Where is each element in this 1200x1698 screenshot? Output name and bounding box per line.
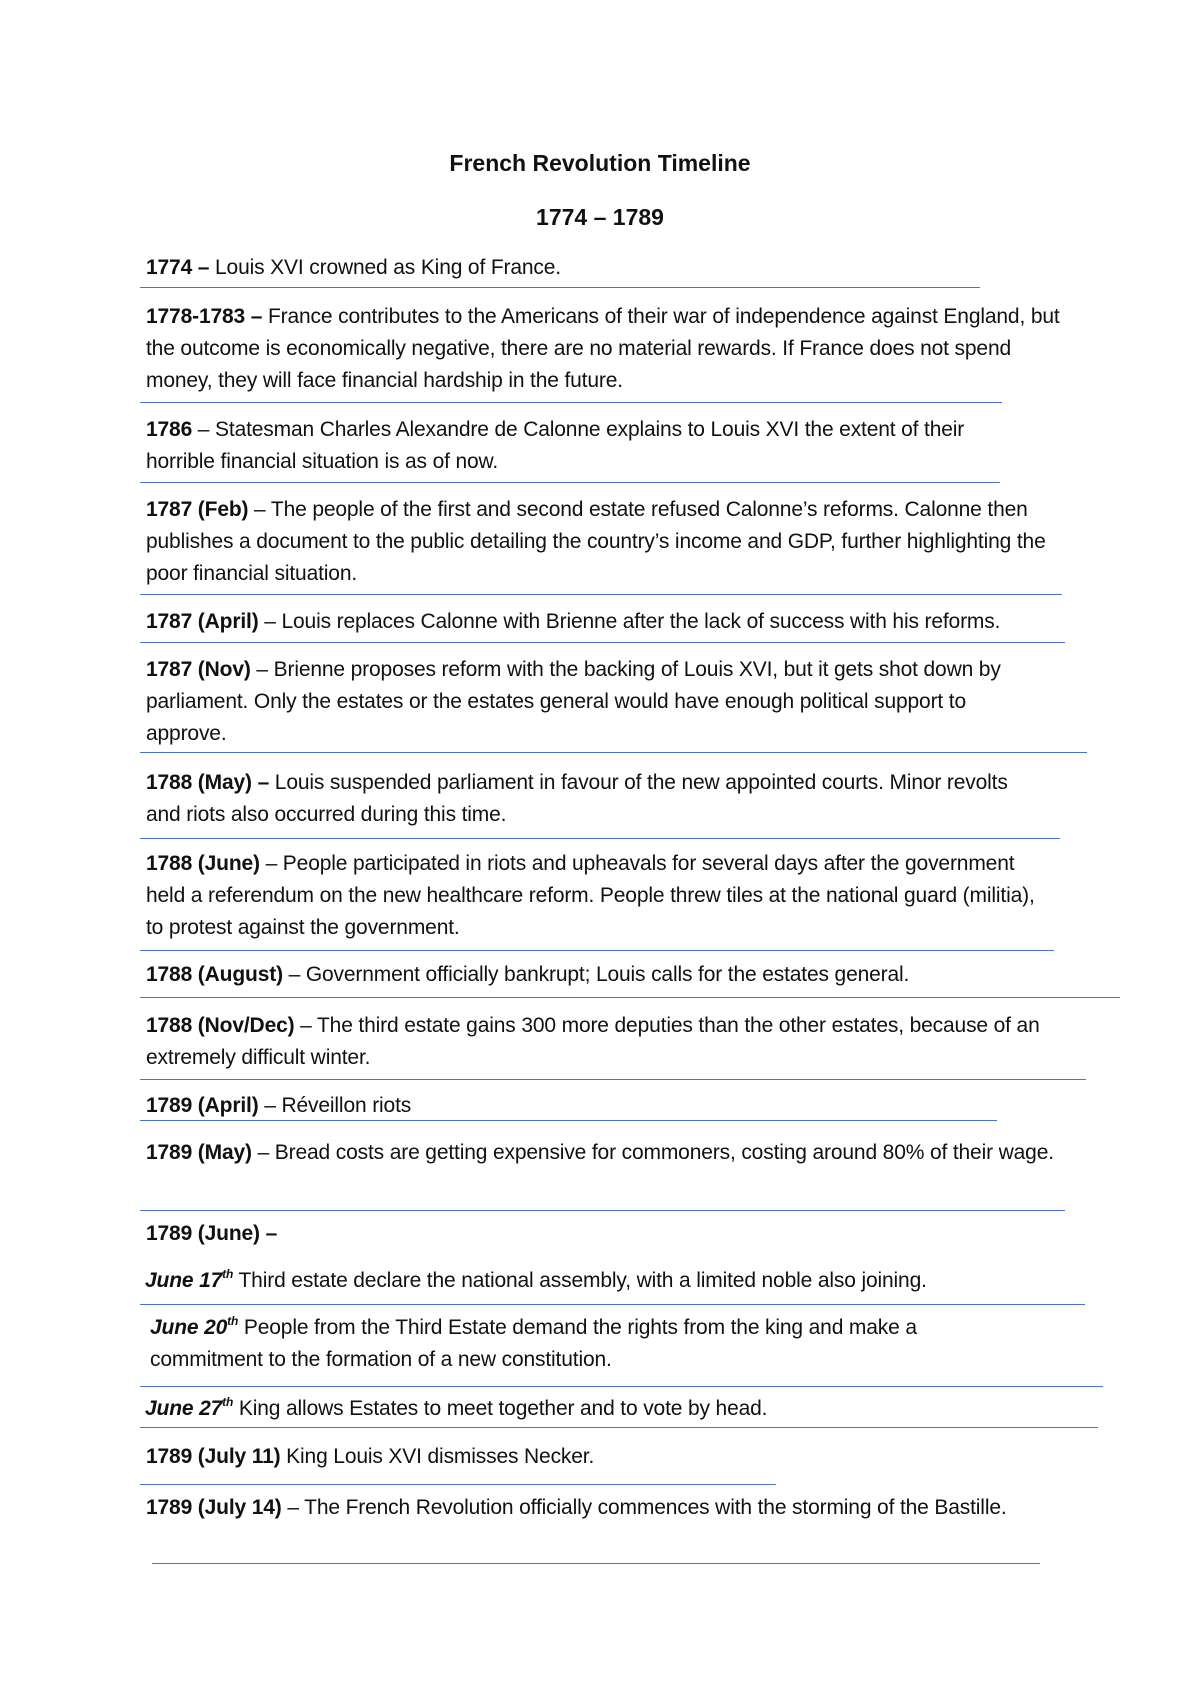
timeline-subentry [145, 1393, 1025, 1425]
entry-text: – The French Revolution officially commences with the storming of the Bastille. [281, 1496, 1007, 1519]
divider-rule [140, 594, 1062, 595]
entry-text: – The third estate gains 300 more deputies than the other estates, because of an extremely difficult winter. [146, 1014, 1040, 1069]
subentry-text: People from the Third Estate demand the rights from the king and make a commitment to the formation of a new constitution. [150, 1316, 917, 1371]
timeline-entry [146, 252, 1026, 284]
entry-text: Louis suspended parliament in favour of the new appointed courts. Minor revolts and riots also occurred during this time. [146, 771, 1008, 826]
timeline-entry [146, 1090, 1026, 1122]
divider-rule [140, 997, 1120, 998]
timeline-entry [146, 606, 1086, 638]
subentry-text: King allows Estates to meet together and to vote by head. [233, 1397, 768, 1420]
entry-text: King Louis XVI dismisses Necker. [280, 1445, 595, 1468]
entry-date: 1788 (August) [146, 963, 283, 986]
entry-date: 1788 (June) [146, 852, 260, 875]
entry-date: 1788 (May) – [146, 771, 270, 794]
entry-text: – Bread costs are getting expensive for commoners, costing around 80% of their wage. [251, 1141, 1054, 1164]
divider-rule [140, 1079, 1086, 1080]
divider-rule [140, 287, 980, 288]
entry-date: 1778-1783 – [146, 305, 263, 328]
entry-date: 1789 (April) [146, 1094, 259, 1117]
subentry-day: June 27 [145, 1397, 223, 1420]
entry-date: 1787 (April) [146, 610, 259, 633]
divider-rule [140, 1304, 1085, 1305]
subentry-text: Third estate declare the national assembly, with a limited noble also joining. [233, 1269, 927, 1292]
divider-rule [140, 1120, 997, 1121]
timeline-entry [146, 959, 1086, 991]
document-subtitle: 1774 – 1789 [536, 204, 664, 230]
entry-date: 1789 (May) [146, 1141, 252, 1164]
timeline-entry [146, 848, 1046, 944]
subentry-day: June 20 [150, 1316, 228, 1339]
entry-date: 1787 (Nov) [146, 658, 251, 681]
entry-date: 1786 [146, 418, 193, 441]
divider-rule [140, 838, 1060, 839]
divider-rule [140, 1427, 1098, 1428]
timeline-entry [146, 654, 1046, 750]
divider-rule [140, 482, 1000, 483]
timeline-entry [146, 1441, 1026, 1473]
entry-text: – Louis replaces Calonne with Brienne after the lack of success with his reforms. [258, 610, 1001, 633]
entry-date: 1789 (July 11) [146, 1445, 281, 1468]
divider-rule [140, 402, 1002, 403]
timeline-entry [146, 1218, 1026, 1250]
entry-date: 1789 (July 14) [146, 1496, 282, 1519]
timeline-entry [146, 301, 1076, 397]
entry-text: – The people of the first and second estate refused Calonne’s reforms. Calonne then publishes a document to the public detailing the country’s income and GDP, further highlighting the poor financial situation. [146, 498, 1046, 585]
divider-rule [152, 1563, 1040, 1564]
entry-text: – Réveillon riots [258, 1094, 412, 1117]
entry-text: – People participated in riots and upheavals for several days after the government held a referendum on the new healthcare reform. People threw tiles at the national guard (militia), to protest against the government. [146, 852, 1035, 939]
entry-text: – Statesman Charles Alexandre de Calonne explains to Louis XVI the extent of their horrible financial situation is as of now. [146, 418, 965, 473]
timeline-entry [146, 1492, 1026, 1524]
entry-text: Louis XVI crowned as King of France. [209, 256, 561, 279]
subentry-day: June 17 [145, 1269, 223, 1292]
entry-text: France contributes to the Americans of their war of independence against England, but the outcome is economically negative, there are no material rewards. If France does not spend money, they will face financial hardship in the future. [146, 305, 1060, 392]
divider-rule [140, 752, 1087, 753]
divider-rule [140, 1386, 1103, 1387]
entry-date: 1774 – [146, 256, 210, 279]
divider-rule [140, 1484, 776, 1485]
subentry-ordinal: th [222, 1267, 234, 1281]
divider-rule [140, 950, 1054, 951]
timeline-entry [146, 414, 1026, 478]
divider-rule [140, 1210, 1065, 1211]
timeline-entry [146, 494, 1071, 590]
document-title: French Revolution Timeline [449, 150, 751, 176]
entry-text: – Government officially bankrupt; Louis calls for the estates general. [282, 963, 910, 986]
timeline-subentry [150, 1312, 1010, 1376]
entry-date: 1787 (Feb) [146, 498, 249, 521]
timeline-entry [146, 767, 1026, 831]
subentry-ordinal: th [222, 1395, 234, 1409]
subentry-ordinal: th [227, 1314, 239, 1328]
entry-date: 1788 (Nov/Dec) [146, 1014, 295, 1037]
timeline-entry [146, 1010, 1066, 1074]
entry-date: 1789 (June) – [146, 1222, 278, 1245]
timeline-entry [146, 1137, 1071, 1169]
timeline-subentry [145, 1265, 1085, 1297]
divider-rule [140, 642, 1065, 643]
entry-text: – Brienne proposes reform with the backing of Louis XVI, but it gets shot down by parliament. Only the estates or the estates general would have enough political support to approve. [146, 658, 1001, 745]
